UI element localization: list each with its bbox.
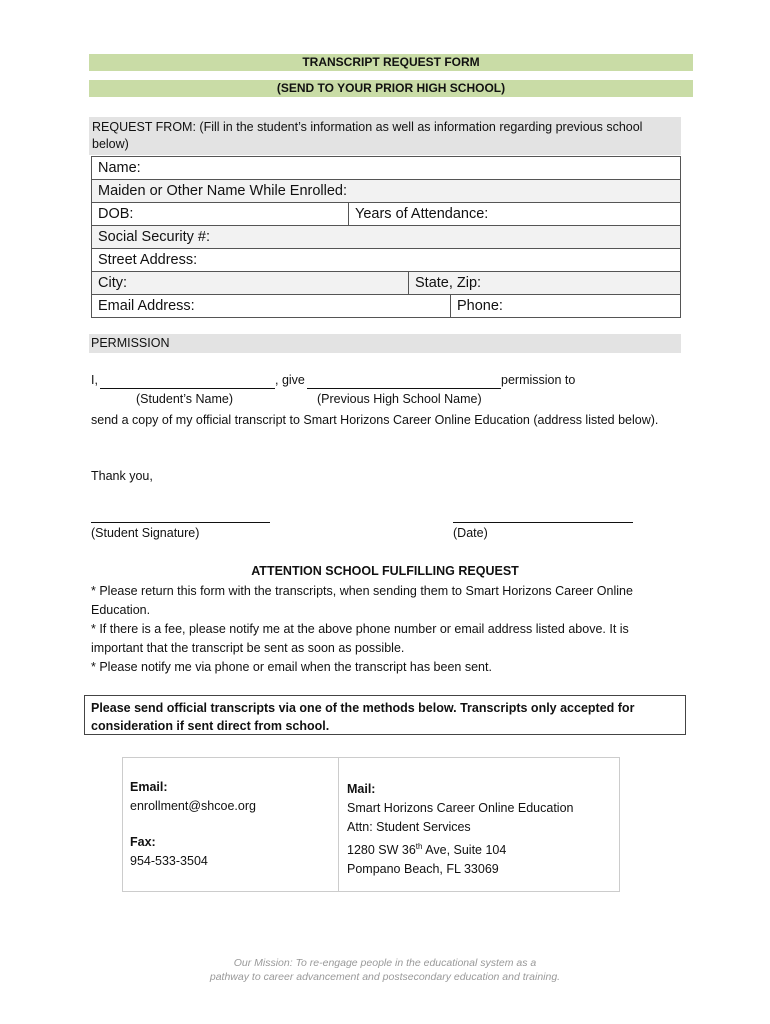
permission-heading: PERMISSION (89, 334, 681, 353)
mail-attn: Attn: Student Services (347, 820, 471, 834)
state-zip-field[interactable] (408, 272, 680, 294)
maiden-name-field[interactable] (92, 180, 680, 202)
city-row (92, 271, 680, 294)
ssn-row (92, 225, 680, 248)
attention-heading: ATTENTION SCHOOL FULFILLING REQUEST (251, 564, 519, 578)
school-name-blank[interactable] (307, 374, 501, 389)
attention-item-1: * Please return this form with the transcripts, when sending them to Smart Horizons Career Online Education. (91, 584, 633, 617)
email-contact-value[interactable]: enrollment@shcoe.org (130, 799, 256, 813)
fax-label: Fax: (130, 835, 156, 849)
thank-you: Thank you, (91, 469, 153, 483)
city-field[interactable] (92, 272, 408, 294)
street-field[interactable] (92, 249, 680, 271)
maiden-name-label: Maiden or Other Name While Enrolled: (98, 183, 348, 199)
street-label: Street Address: (98, 252, 198, 268)
student-info-table (91, 156, 681, 318)
mail-street (347, 837, 619, 860)
mail-street-number: 1280 SW 36 (347, 843, 416, 858)
form-title: TRANSCRIPT REQUEST FORM (89, 54, 693, 71)
mail-city: Pompano Beach, FL 33069 (347, 862, 499, 877)
ssn-field[interactable] (92, 226, 680, 248)
permission-to-text: permission to (501, 373, 576, 387)
form-subtitle: (SEND TO YOUR PRIOR HIGH SCHOOL) (89, 80, 693, 97)
name-label: Name: (98, 160, 141, 176)
email-row (92, 294, 680, 317)
mission-line-1: Our Mission: To re-engage people in the educational system as a (233, 957, 537, 969)
dob-row (92, 202, 680, 225)
dob-field[interactable] (92, 203, 348, 225)
maiden-name-row (92, 179, 680, 202)
give-text: , give (275, 373, 305, 387)
dob-label: DOB: (98, 206, 134, 222)
date-line[interactable] (453, 508, 633, 523)
email-label: Email Address: (98, 298, 195, 314)
ssn-label: Social Security #: (98, 229, 211, 245)
mail-street-rest: Ave, Suite 104 (422, 843, 507, 858)
mail-street-suffix: th (415, 842, 423, 851)
email-contact-label: Email: (130, 780, 168, 794)
permission-body: send a copy of my official transcript to Smart Horizons Career Online Education (address listed below). (91, 413, 659, 427)
years-attendance-field[interactable] (348, 203, 680, 225)
name-row (92, 157, 680, 179)
date-caption: (Date) (453, 526, 488, 540)
phone-label: Phone: (457, 298, 503, 314)
contact-mail-column (338, 758, 619, 891)
signature-line[interactable] (91, 508, 270, 523)
city-label: City: (98, 275, 127, 291)
mission-line-2: pathway to career advancement and postsecondary education and training. (209, 971, 561, 983)
contact-box (122, 757, 620, 892)
mail-org: Smart Horizons Career Online Education (347, 801, 574, 815)
send-methods-notice: Please send official transcripts via one of the methods below. Transcripts only accepted for consideration if sent direct from school. (84, 695, 686, 735)
name-field[interactable] (92, 157, 680, 179)
contact-left-column (123, 758, 338, 891)
mail-label: Mail: (347, 782, 376, 796)
phone-field[interactable] (450, 295, 680, 317)
signature-caption: (Student Signature) (91, 526, 200, 540)
state-zip-label: State, Zip: (415, 275, 482, 291)
student-name-caption: (Student’s Name) (136, 392, 234, 406)
school-name-caption: (Previous High School Name) (317, 392, 482, 406)
student-name-blank[interactable] (100, 374, 275, 389)
attention-item-3: * Please notify me via phone or email when the transcript has been sent. (91, 660, 492, 674)
street-row (92, 248, 680, 271)
i-prefix: I, (91, 373, 98, 387)
email-field[interactable] (92, 295, 450, 317)
request-from-label: REQUEST FROM: (Fill in the student’s information as well as information regarding previous school below) (89, 117, 681, 155)
fax-value: 954-533-3504 (130, 854, 208, 868)
years-attendance-label: Years of Attendance: (355, 206, 489, 222)
attention-item-2: * If there is a fee, please notify me at the above phone number or email address listed above. It is important that the transcript be sent as soon as possible. (91, 622, 629, 655)
